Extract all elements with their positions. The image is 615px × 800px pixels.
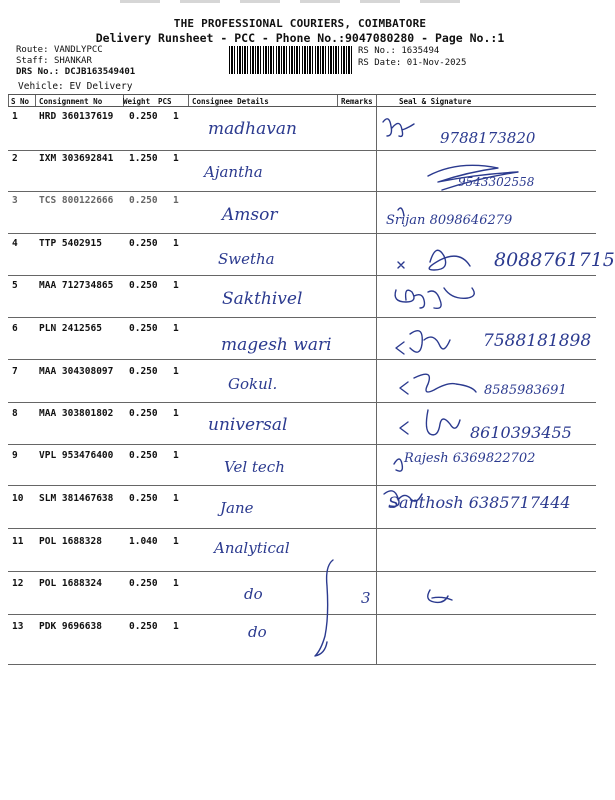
row1-signature-scribble	[383, 119, 414, 137]
row12-sno: 12	[12, 578, 24, 589]
row6-consignment: PLN 2412565	[39, 323, 102, 334]
header-consignment: Consignment No	[39, 97, 103, 106]
row7-seal: 8585983691	[484, 383, 567, 398]
row7-pcs: 1	[173, 366, 179, 377]
row10-pcs: 1	[173, 493, 179, 504]
header-pcs: PCS	[158, 97, 172, 106]
company-title: THE PROFESSIONAL COURIERS, COIMBATORE	[173, 17, 427, 30]
row13-pcs: 1	[173, 621, 179, 632]
row10-sno: 10	[12, 493, 24, 504]
row7-weight: 0.250	[129, 366, 158, 377]
row13-consignee: do	[248, 623, 267, 641]
row10-signature-scribble	[384, 491, 422, 507]
row1-weight: 0.250	[129, 111, 158, 122]
header-remarks: Remarks	[341, 97, 373, 106]
staff-value: SHANKAR	[53, 56, 92, 66]
row3-consignment: TCS 800122666	[39, 195, 114, 206]
row9-pcs: 1	[173, 450, 179, 461]
row9-signature-scribble	[394, 459, 402, 471]
drs-value: DCJB163549401	[64, 67, 136, 77]
row11-weight: 1.040	[129, 536, 158, 547]
row6-signature-scribble	[396, 331, 450, 354]
row8-seal: 8610393455	[470, 423, 572, 442]
row8-pcs: 1	[173, 408, 179, 419]
remarks-bracket-count: 3	[361, 589, 371, 607]
row12-weight: 0.250	[129, 578, 158, 589]
row12-pcs: 1	[173, 578, 179, 589]
row10-weight: 0.250	[129, 493, 158, 504]
row8-signature-scribble	[400, 410, 460, 435]
row11-pcs: 1	[173, 536, 179, 547]
rs-no-value: 1635494	[401, 46, 440, 56]
row6-sno: 6	[12, 323, 18, 334]
row12-consignment: POL 1688324	[39, 578, 102, 589]
row6-consignee: magesh wari	[221, 335, 332, 355]
row7-consignee: Gokul.	[228, 375, 278, 393]
staff-row: Staff: SHANKAR	[16, 56, 92, 66]
row8-sno: 8	[12, 408, 18, 419]
row4-signature-scribble	[398, 250, 470, 270]
row7-consignment: MAA 304308097	[39, 366, 114, 377]
row10-seal: Santhosh 6385717444	[388, 493, 571, 512]
vehicle-row: Vehicle: EV Delivery	[18, 81, 133, 92]
header-seal: Seal & Signature	[399, 97, 472, 106]
row2-pcs: 1	[173, 153, 179, 164]
rs-date-value: 01-Nov-2025	[406, 58, 467, 68]
row9-weight: 0.250	[129, 450, 158, 461]
row1-consignment: HRD 360137619	[39, 111, 114, 122]
row4-weight: 0.250	[129, 238, 158, 249]
row4-pcs: 1	[173, 238, 179, 249]
route-row: Route: VANDLYPCC	[16, 45, 103, 55]
row3-seal: Srijan 8098646279	[386, 213, 513, 228]
row3-pcs: 1	[173, 195, 179, 206]
row2-signature-scribble	[428, 165, 518, 190]
row1-pcs: 1	[173, 111, 179, 122]
row13-sno: 13	[12, 621, 24, 632]
remarks-bracket	[315, 560, 333, 656]
row3-sno: 3	[12, 195, 18, 206]
row9-consignment: VPL 953476400	[39, 450, 114, 461]
row8-weight: 0.250	[129, 408, 158, 419]
row2-weight: 1.250	[129, 153, 158, 164]
header-weight: Weight	[123, 97, 151, 106]
row2-sno: 2	[12, 153, 18, 164]
row11-consignee: Analytical	[214, 539, 290, 557]
row3-signature-scribble	[398, 208, 404, 216]
row7-sno: 7	[12, 366, 18, 377]
row7-signature-scribble	[400, 374, 476, 394]
row2-consignment: IXM 303692841	[39, 153, 114, 164]
row6-pcs: 1	[173, 323, 179, 334]
row5-signature-scribble	[395, 288, 474, 308]
row4-seal: 8088761715	[494, 249, 615, 271]
row6-seal: 7588181898	[483, 331, 592, 351]
row13-weight: 0.250	[129, 621, 158, 632]
row1-consignee: madhavan	[208, 119, 297, 139]
drs-row: DRS No.: DCJB163549401	[16, 67, 136, 77]
row4-consignee: Swetha	[218, 250, 275, 268]
row4-consignment: TTP 5402915	[39, 238, 102, 249]
row9-sno: 9	[12, 450, 18, 461]
row10-consignee: Jane	[220, 499, 254, 517]
row1-sno: 1	[12, 111, 18, 122]
row5-pcs: 1	[173, 280, 179, 291]
rs-no-row: RS No.: 1635494	[358, 46, 440, 56]
route-value: VANDLYPCC	[53, 45, 103, 55]
row6-weight: 0.250	[129, 323, 158, 334]
row12-consignee: do	[244, 585, 263, 603]
row8-consignee: universal	[208, 415, 288, 435]
header-sno: S No	[11, 97, 30, 106]
row8-consignment: MAA 303801802	[39, 408, 114, 419]
runsheet-subtitle: Delivery Runsheet - PCC - Phone No.:9047080280 - Page No.:1	[95, 31, 505, 45]
row4-sno: 4	[12, 238, 18, 249]
row10-consignment: SLM 381467638	[39, 493, 114, 504]
row2-seal: 9543302558	[458, 175, 535, 189]
row5-sno: 5	[12, 280, 18, 291]
vehicle-value: EV Delivery	[69, 81, 133, 92]
row5-consignment: MAA 712734865	[39, 280, 114, 291]
header-consignee: Consignee Details	[192, 97, 269, 106]
row2-consignee: Ajantha	[204, 163, 263, 181]
row5-consignee: Sakthivel	[222, 289, 303, 309]
row13-consignment: PDK 9696638	[39, 621, 102, 632]
rs-date-row: RS Date: 01-Nov-2025	[358, 58, 467, 68]
row1-seal: 9788173820	[440, 129, 536, 147]
row9-consignee: Vel tech	[224, 458, 285, 476]
row11-sno: 11	[12, 536, 24, 547]
row3-consignee: Amsor	[222, 205, 278, 225]
row3-weight: 0.250	[129, 195, 158, 206]
row9-seal: Rajesh 6369822702	[404, 451, 536, 466]
row11-consignment: POL 1688328	[39, 536, 102, 547]
row5-weight: 0.250	[129, 280, 158, 291]
row12-signature-scribble	[428, 590, 452, 602]
